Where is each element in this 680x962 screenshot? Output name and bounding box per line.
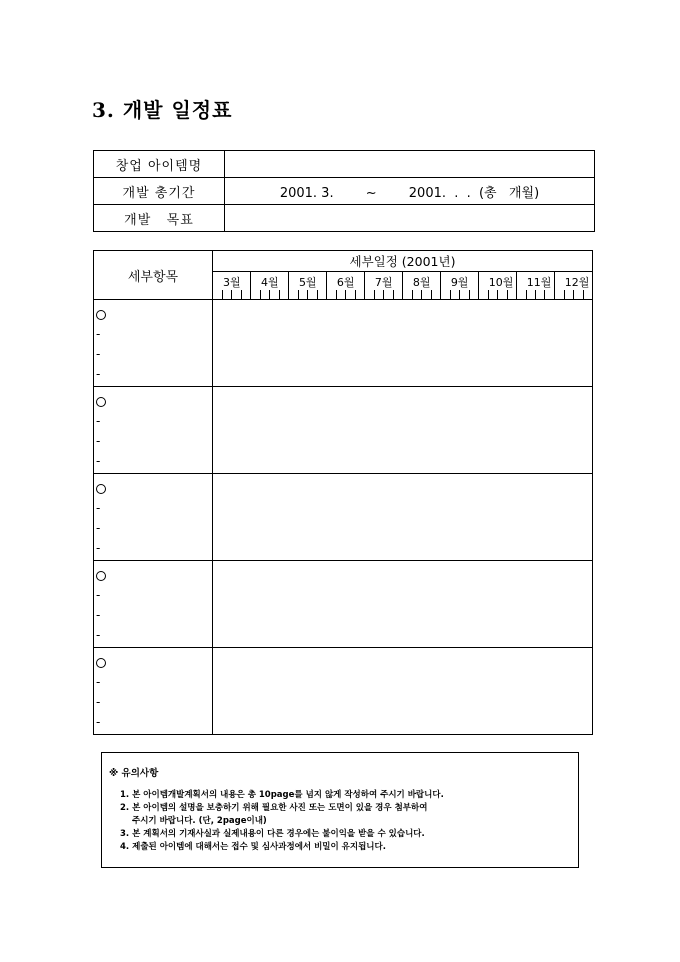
circle-icon (96, 310, 106, 320)
month-header (478, 272, 516, 300)
detail-item-header: 세부항목 (94, 251, 213, 300)
schedule-cell[interactable] (213, 474, 593, 561)
note-item: 2. 본 아이템의 설명을 보충하기 위해 필요한 사진 또는 도면이 있을 경우 첨부하여 (120, 803, 428, 813)
month-label: 3월 (223, 276, 241, 289)
month-header (213, 272, 251, 300)
week-ticks (327, 289, 364, 299)
month-label: 7월 (374, 276, 393, 289)
schedule-header: 세부일정 (2001년) (213, 251, 593, 272)
schedule-row (94, 648, 593, 735)
dash-marker: - (96, 715, 101, 729)
week-ticks (251, 289, 288, 299)
month-header (364, 272, 402, 300)
dash-marker: - (96, 628, 101, 642)
period-separator: ~ (365, 185, 377, 201)
notes-title: ※ 유의사항 (109, 768, 159, 779)
goal-field[interactable] (225, 205, 595, 232)
week-ticks (213, 289, 250, 299)
dash-marker: - (96, 695, 101, 709)
notes-box (101, 752, 579, 868)
dash-marker: - (96, 327, 101, 341)
schedule-cell[interactable] (213, 561, 593, 648)
detail-item-cell[interactable] (94, 387, 213, 474)
schedule-row (94, 300, 593, 387)
dash-marker: - (96, 541, 101, 555)
dash-marker: - (96, 521, 101, 535)
dash-marker: - (96, 367, 101, 381)
circle-icon (96, 484, 106, 494)
month-header (554, 272, 592, 300)
dash-marker: - (96, 434, 101, 448)
schedule-table (93, 250, 593, 735)
month-label: 9월 (450, 276, 469, 289)
dash-marker: - (96, 608, 101, 622)
period-end: 2001. . . (408, 185, 471, 201)
schedule-cell[interactable] (213, 387, 593, 474)
week-ticks (441, 289, 478, 299)
schedule-cell[interactable] (213, 300, 593, 387)
note-item: 3. 본 계획서의 기재사실과 실제내용이 다른 경우에는 불이익을 받을 수 있습니다. (120, 829, 425, 839)
notes-list (120, 789, 444, 854)
period-start: 2001. 3. (279, 185, 334, 201)
week-ticks (555, 289, 592, 299)
week-ticks (365, 289, 402, 299)
month-header (250, 272, 288, 300)
schedule-cell[interactable] (213, 648, 593, 735)
month-label: 5월 (298, 276, 317, 289)
dash-marker: - (96, 347, 101, 361)
detail-item-cell[interactable] (94, 648, 213, 735)
month-header (440, 272, 478, 300)
goal-label: 개발 목표 (94, 205, 225, 232)
dash-marker: - (96, 454, 101, 468)
month-label: 12월 (564, 276, 590, 289)
month-header (516, 272, 554, 300)
month-header (288, 272, 326, 300)
week-ticks (517, 289, 554, 299)
schedule-row (94, 561, 593, 648)
schedule-row (94, 387, 593, 474)
week-ticks (479, 289, 516, 299)
item-name-field[interactable] (225, 151, 595, 178)
period-total: (총 개월) (478, 185, 540, 201)
week-ticks (289, 289, 326, 299)
section-title: 3. 개발 일정표 (92, 98, 233, 122)
note-item: 주시기 바랍니다. (단, 2page이내) (132, 816, 267, 826)
month-header (326, 272, 364, 300)
period-field[interactable] (225, 178, 595, 205)
detail-item-cell[interactable] (94, 561, 213, 648)
circle-icon (96, 658, 106, 668)
circle-icon (96, 571, 106, 581)
note-item: 4. 제출된 아이템에 대해서는 접수 및 심사과정에서 비밀이 유지됩니다. (120, 842, 386, 852)
dash-marker: - (96, 675, 101, 689)
month-label: 10월 (488, 276, 514, 289)
period-label: 개발 총기간 (94, 178, 225, 205)
week-ticks (403, 289, 440, 299)
month-label: 6월 (336, 276, 355, 289)
month-label: 8월 (412, 276, 431, 289)
detail-item-cell[interactable] (94, 300, 213, 387)
dash-marker: - (96, 414, 101, 428)
item-name-label: 창업 아이템명 (94, 151, 225, 178)
circle-icon (96, 397, 106, 407)
month-label: 11월 (526, 276, 552, 289)
info-table (93, 150, 595, 232)
schedule-row (94, 474, 593, 561)
dash-marker: - (96, 588, 101, 602)
month-label: 4월 (260, 276, 279, 289)
dash-marker: - (96, 501, 101, 515)
note-item: 1. 본 아이템개발계획서의 내용은 총 10page를 넘지 않게 작성하여 주시기 바랍니다. (120, 790, 444, 800)
detail-item-cell[interactable] (94, 474, 213, 561)
month-header (402, 272, 440, 300)
